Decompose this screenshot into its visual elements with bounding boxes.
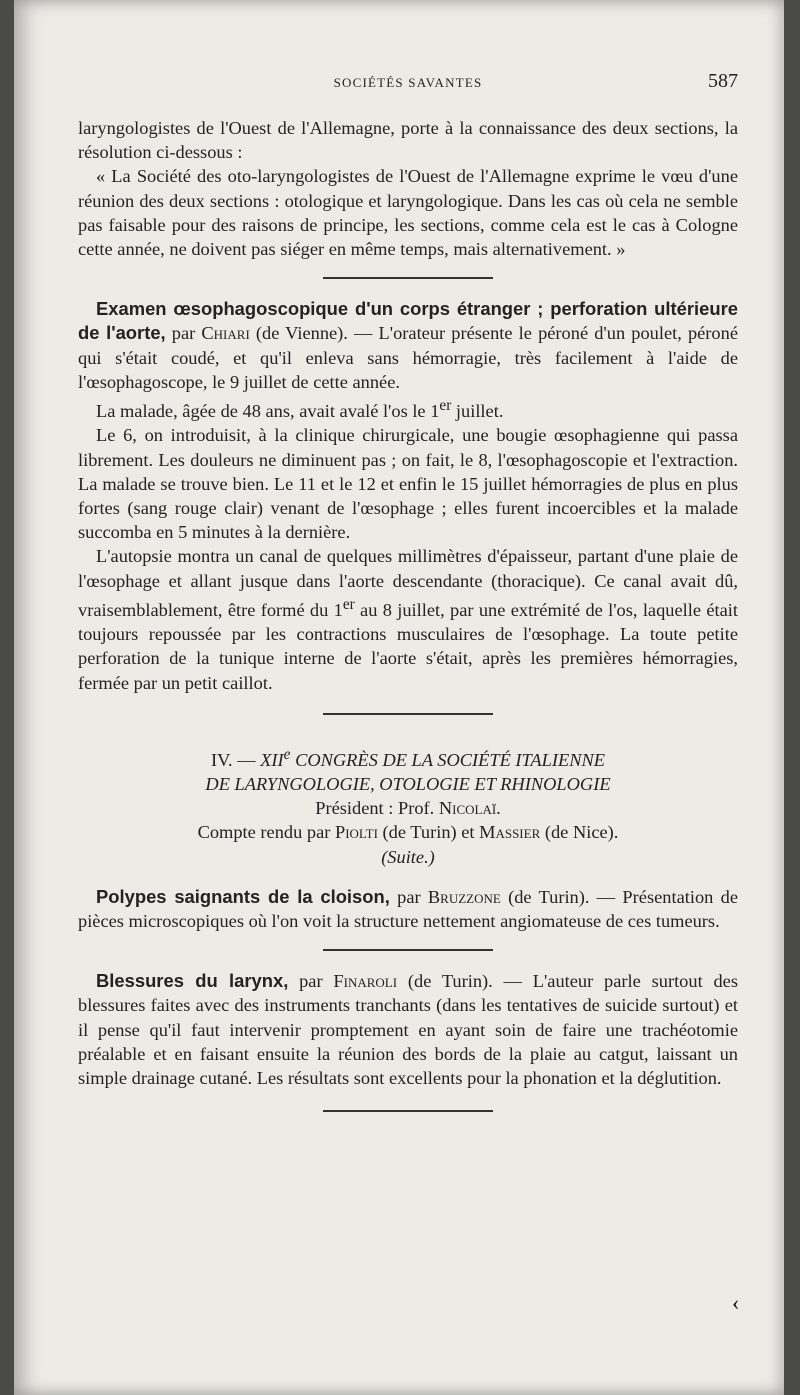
case-paragraph: Le 6, on introduisit, à la clinique chirurgicale, une bougie œsophagienne qui passa librement. Les douleurs ne diminuent pas ; on fait, le 8, l'œsophagoscopie et l'extraction. La malade se trouve bien. Le 11 et le 12 et enfin le 15 juillet hémorragies de plus en plus fortes (sang rouge clair) venant de l'œsophage ; elles furent incoercibles et la malade succomba en 5 minutes à la dernière. xyxy=(78,425,738,543)
page-header xyxy=(78,70,738,96)
article-title: Blessures du larynx, xyxy=(96,970,289,992)
page-number: 587 xyxy=(708,70,738,92)
separator-rule xyxy=(323,713,493,715)
article-author: Bruzzone xyxy=(427,886,501,907)
congress-title: CONGRÈS DE LA SOCIÉTÉ ITALIENNE xyxy=(290,749,606,770)
autopsy-paragraph xyxy=(78,544,738,694)
president-label: Président : Prof. xyxy=(315,798,439,819)
suite-label: (Suite.) xyxy=(381,846,435,867)
president-name: Nicolaï. xyxy=(438,798,501,819)
intro-paragraph: laryngologistes de l'Ouest de l'Allemagne, porte à la connaissance des deux sections, la résolution ci-dessous : xyxy=(78,118,738,163)
by-text: par xyxy=(389,886,428,907)
article-author: Chiari xyxy=(201,323,250,344)
report-text: Compte rendu par xyxy=(197,822,335,843)
superscript: er xyxy=(342,595,355,613)
page-sheet xyxy=(14,0,784,1395)
separator-rule xyxy=(323,1110,493,1112)
case-text: La malade, âgée de 48 ans, avait avalé l'os le 1 xyxy=(96,401,440,422)
article-author: Finaroli xyxy=(333,971,398,992)
superscript: er xyxy=(439,397,452,415)
section-numeral: IV. — xyxy=(210,749,261,770)
case-paragraph xyxy=(78,394,738,423)
section-heading xyxy=(78,743,738,869)
page-body xyxy=(78,70,738,1130)
congress-number: XII xyxy=(260,749,284,770)
president-line xyxy=(78,796,738,820)
separator-rule xyxy=(323,949,493,951)
case-text-end: juillet. xyxy=(451,401,504,422)
separator-rule xyxy=(323,277,493,279)
by-text: par xyxy=(288,971,334,992)
running-head: SOCIÉTÉS SAVANTES xyxy=(333,75,483,90)
article-text: (de Turin). — Présentation de pièces microscopiques où l'on voit la structure nettement angiomateuse de ces tumeurs. xyxy=(78,886,738,932)
autopsy-text-end: au 8 juillet, par une extrémité de l'os, laquelle était toujours repoussée par les contractions musculaires de l'œsophage. La toute petite perforation de la tunique interne de l'aorte s'était, après les premières hémorragies, fermée par un petit caillot. xyxy=(78,599,738,693)
article-polypes xyxy=(78,885,738,933)
article-esophagoscopy xyxy=(78,297,738,394)
article-text: (de Vienne). — L'orateur présente le péroné d'un poulet, péroné qui s'était coudé, et qu'il enleva sans hémorragie, très facilement à l'aide de l'œsophagoscope, le 9 juillet de cette année. xyxy=(78,323,738,392)
article-title: Examen œsophagoscopique d'un corps étranger ; perforation ultérieure de l'aorte, xyxy=(78,298,738,344)
article-text: (de Turin). — L'auteur parle surtout des blessures faites avec des instruments tranchants (dans les tentatives de suicide surtout) et il pense qu'il faut intervenir promptement en ayant soin de faire une trachéotomie préalable et en faisant ensuite la réunion des bords de la plaie au catgut, laissant un simple drainage cutané. Les résultats sont excellents pour la phonation et la déglutition. xyxy=(78,971,738,1089)
reporter-name: Massier xyxy=(479,822,541,843)
section-title-line-2: DE LARYNGOLOGIE, OTOLOGIE ET RHINOLOGIE xyxy=(205,774,611,795)
ink-mark: ‹ xyxy=(732,1290,740,1315)
by-text: par xyxy=(165,323,202,344)
resolution-quote: « La Société des oto-laryngologistes de l'Ouest de l'Allemagne exprime le vœu d'une réunion des deux sections : otologique et laryngologique. Dans les cas où cela ne semble pas faisable pour des raisons de principe, les sections, comme cela est le cas à Cologne cette année, ne doivent pas siéger en même temps, mais alternativement. » xyxy=(78,166,738,260)
article-larynx xyxy=(78,969,738,1090)
report-line xyxy=(78,820,738,844)
report-text: (de Turin) et xyxy=(377,822,480,843)
section-title-line-1 xyxy=(78,743,738,772)
report-text: (de Nice). xyxy=(540,822,619,843)
reporter-name: Piolti xyxy=(334,822,378,843)
autopsy-text: L'autopsie montra un canal de quelques millimètres d'épaisseur, partant d'une plaie de l'œsophage et allant jusque dans l'aorte descendante (thoracique). Ce canal avait dû, vraisemblablement, être formé du 1 xyxy=(78,546,738,620)
superscript: e xyxy=(283,745,291,763)
article-title: Polypes saignants de la cloison, xyxy=(96,885,390,907)
